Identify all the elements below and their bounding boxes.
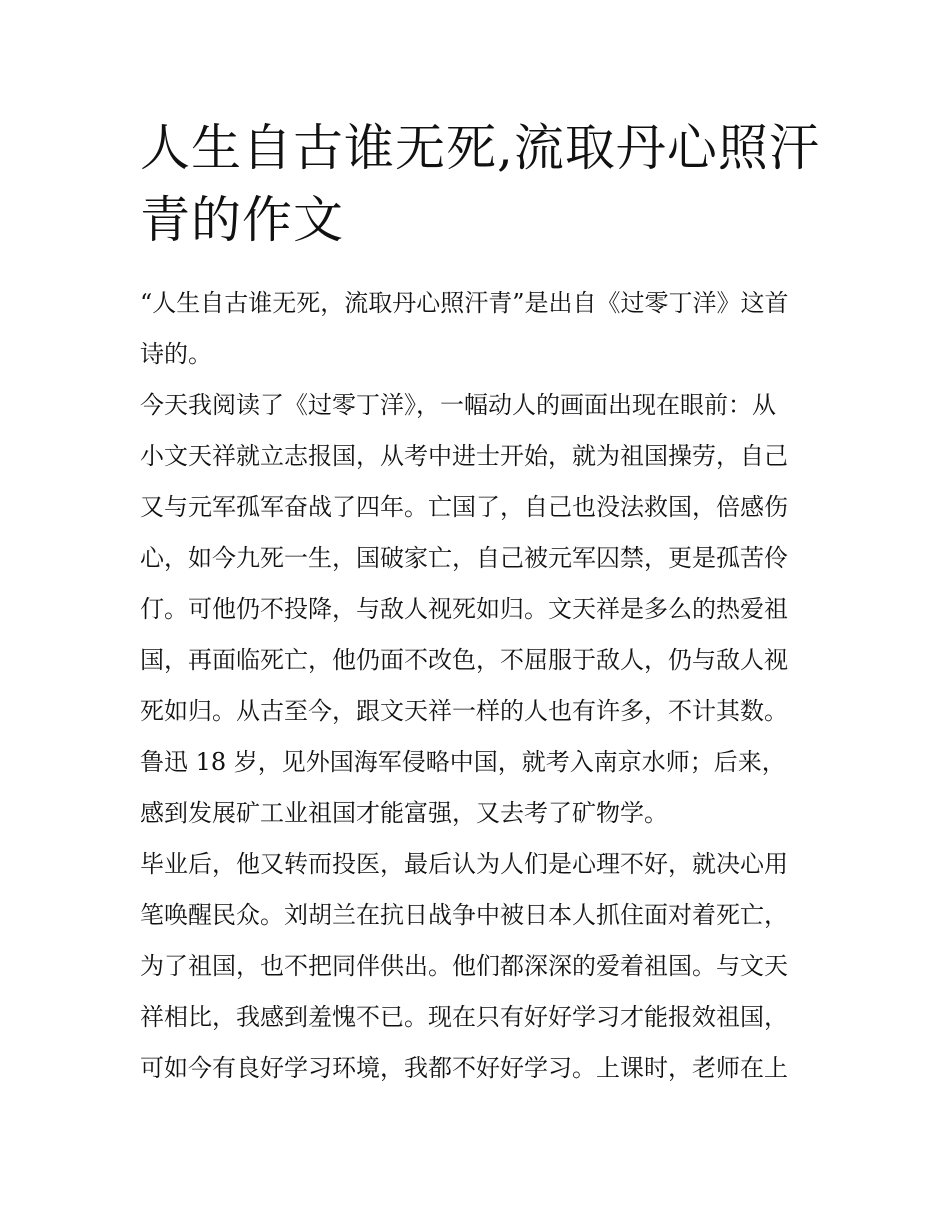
text-line: 可如今有良好学习环境，我都不好好学习。上课时，老师在上 (140, 1054, 788, 1082)
text-line: “人生自古谁无死，流取丹心照汗青”是出自《过零丁洋》这首 (140, 289, 789, 317)
text-line: 诗的。 (140, 340, 212, 368)
text-line: 祥相比，我感到羞愧不已。现在只有好好学习才能报效祖国， (140, 1003, 788, 1031)
text-line: 又与元军孤军奋战了四年。亡国了，自己也没法救国，倍感伤 (140, 493, 788, 521)
document-body (140, 278, 812, 1094)
text-line: 毕业后，他又转而投医，最后认为人们是心理不好，就决心用 (140, 850, 788, 878)
text-line: 国，再面临死亡，他仍面不改色，不屈服于敌人，仍与敌人视 (140, 646, 788, 674)
document-title (140, 112, 820, 256)
text-line: 仃。可他仍不投降，与敌人视死如归。文天祥是多么的热爱祖 (140, 595, 788, 623)
text-line: 心，如今九死一生，国破家亡，自己被元军囚禁，更是孤苦伶 (140, 544, 788, 572)
text-line: 鲁迅 18 岁，见外国海军侵略中国，就考入南京水师；后来， (140, 748, 786, 776)
text-line: 今天我阅读了《过零丁洋》，一幅动人的画面出现在眼前：从 (140, 391, 776, 419)
title-line: 青的作文 (140, 191, 344, 249)
title-line: 人生自古谁无死,流取丹心照汗 (140, 119, 820, 177)
text-line: 死如归。从古至今，跟文天祥一样的人也有许多，不计其数。 (140, 697, 788, 725)
text-line: 为了祖国，也不把同伴供出。他们都深深的爱着祖国。与文天 (140, 952, 788, 980)
text-line: 小文天祥就立志报国，从考中进士开始，就为祖国操劳，自己 (140, 442, 788, 470)
document-page (140, 112, 820, 1094)
text-line: 笔唤醒民众。刘胡兰在抗日战争中被日本人抓住面对着死亡， (140, 901, 788, 929)
text-line: 感到发展矿工业祖国才能富强，又去考了矿物学。 (140, 799, 668, 827)
